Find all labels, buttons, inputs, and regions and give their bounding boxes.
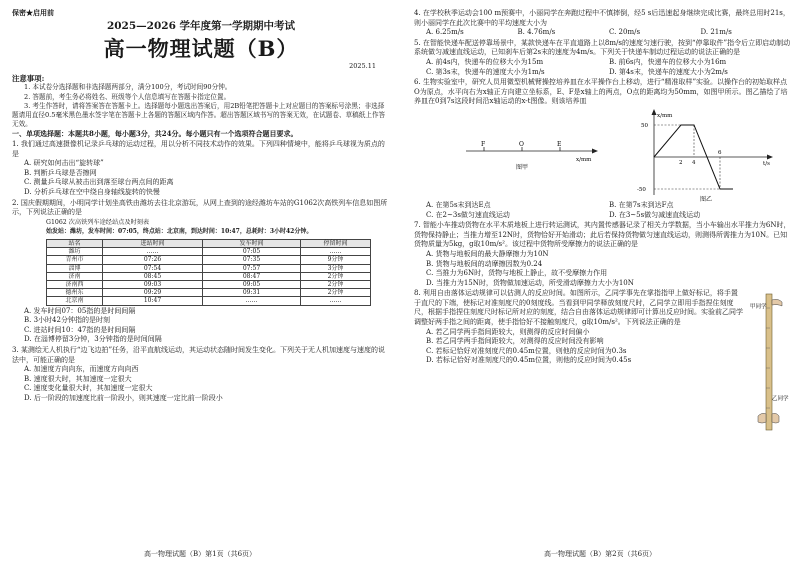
xt-graph-yi	[634, 107, 784, 203]
table-cell: ……	[301, 297, 371, 305]
option: C. 测量乒乓球从被击出到落至球台两点间的距离	[24, 178, 174, 187]
axis-label-y: x/mm	[657, 112, 673, 119]
option: D. 在3~5s做匀减速直线运动	[609, 210, 701, 219]
table-cell: 2分钟	[301, 272, 371, 280]
tick-label: 2	[679, 159, 683, 166]
option: C. 若标记恰好对准刻度尺的0.45m位置，则他的反应时间为0.3s	[426, 346, 627, 355]
option: C. 当推力为6N时，货物与地板上静止，故不受摩擦力作用	[426, 269, 608, 278]
option-row	[414, 58, 792, 68]
option: A. 若乙同学两手指间距较大，则测得的反应时间偏小	[426, 327, 590, 336]
option: C. 进站时间10：47指的是时间间隔	[24, 325, 136, 334]
option: B. 前6s内，快递车的位移大小为16m	[609, 57, 727, 66]
option: A. 6.25m/s	[426, 28, 464, 37]
table-cell: 济南西	[47, 280, 103, 288]
table-row	[47, 289, 371, 297]
table-header: 站名	[47, 239, 103, 247]
table-cell: ……	[103, 248, 203, 256]
label-o: O	[519, 140, 524, 148]
page-footer: 高一物理试题（B）第2页（共6页）	[543, 550, 657, 559]
option: D. 当推力为15N时，货物做加速运动，所受滑动摩擦力大小为10N	[426, 278, 634, 287]
question-5: 5. 在智能快递车配送停靠场景中，某款快递车在平直道路上以8m/s的速度匀速行驶，按到“停靠取件”指令后立即启动制动系统做匀减速直线运动，已知刹车后第2s末的速度为4m/s。下列关于快递车制动过程运动的说法正确的是	[414, 38, 791, 57]
table-row	[47, 264, 371, 272]
option: B. 3小时42分钟指的是时刻	[24, 316, 110, 325]
main-title: 高一物理试题（B）	[103, 36, 299, 62]
option: B. 在第7s末到达F点	[609, 200, 674, 209]
option: A. 货物与地板间的最大静摩擦力为10N	[426, 249, 549, 258]
question-3: 3. 某测绘无人机执行“边飞边拍”任务，沿平直航线运动，其运动状态随时间发生变化。下列关于无人机加速度与速度的说法中，可能正确的是	[12, 345, 386, 364]
option-row	[414, 68, 792, 78]
option: A. 发车时间07：05指的是时间间隔	[24, 306, 136, 315]
figure-area	[414, 107, 792, 203]
tick-label: 50	[641, 122, 648, 129]
ruler-figure	[748, 288, 792, 438]
table-cell: 德州东	[47, 289, 103, 297]
table-header: 进站时间	[103, 239, 203, 247]
table-cell: 07:54	[103, 264, 203, 272]
option: B. 货物与地板间的动摩擦因数为0.24	[426, 259, 543, 268]
notice-item: 3. 考生作答时，请将答案答在答题卡上。选择题每小题选出答案后，用2B铅笔把答题卡上对应题目的答案标号涂黑；非选择题请用直径0.5毫米黑色墨水签字笔在答题卡上各题的答题区域内作答。超出答题区域书写的答案无效，在试题卷、草稿纸上作答无效。	[12, 101, 386, 129]
table-cell: 9分钟	[301, 256, 371, 264]
table-header: 停留时间	[301, 239, 371, 247]
table-cell: 济南	[47, 272, 103, 280]
label-f: F	[481, 140, 486, 148]
option: B. 速度很大时，其加速度一定很大	[24, 374, 132, 383]
page-footer: 高一物理试题（B）第1页（共6页）	[143, 550, 257, 559]
table-cell: 09:31	[203, 289, 301, 297]
axis-label-t: t/s	[763, 160, 770, 167]
notice-item: 1. 本试卷分选择题和非选择题两部分，满分100分，考试时间90分钟。	[24, 83, 232, 92]
option: D. 21m/s	[700, 28, 732, 37]
secret-mark: 保密★启用前	[12, 8, 54, 17]
table-cell: 09:05	[203, 280, 301, 288]
tick-label: -50	[637, 186, 646, 193]
label-yi: 乙同学	[772, 396, 789, 403]
table-cell: 08:47	[203, 272, 301, 280]
option: D. 后一阶段的加速度比前一阶段小，则其速度一定比前一阶段小	[24, 393, 223, 402]
exam-date: 2025.11	[349, 62, 376, 71]
option-row	[414, 28, 792, 38]
table-cell: 08:45	[103, 272, 203, 280]
figure-caption: 图乙	[700, 195, 713, 203]
table-row	[47, 280, 371, 288]
table-cell: 青州市	[47, 256, 103, 264]
train-timetable	[46, 239, 371, 306]
exam-title: 2025—2026 学年度第一学期期中考试	[106, 19, 296, 32]
table-cell: ……	[203, 297, 301, 305]
table-caption: G1062 次高铁列车途经站点及时刻表	[46, 218, 150, 226]
option: B. 判断乒乓球是否擦网	[24, 168, 97, 177]
option: B. 若乙同学两手指间距较大，对测得的反应时间没有影响	[426, 337, 604, 346]
table-cell: 2分钟	[301, 280, 371, 288]
table-cell: 3分钟	[301, 264, 371, 272]
option: A. 研究如何击出“旋转球”	[24, 159, 104, 168]
table-cell: 07:57	[203, 264, 301, 272]
table-cell: 07:35	[203, 256, 301, 264]
table-header: 发车时间	[203, 239, 301, 247]
notice	[12, 83, 390, 129]
label-jia: 甲同学	[750, 304, 767, 311]
option: C. 速度变化量很大时，其加速度一定很大	[24, 384, 153, 393]
question-1: 1. 我们通过高速摄像机记录乒乓球的运动过程，用以分析不同技术动作的效果。下列四种情境中，能将乒乓球视为质点的是	[12, 139, 385, 158]
table-row	[47, 297, 371, 305]
option: D. 第4s末，快递车的速度大小为2m/s	[609, 67, 728, 76]
notice-item: 2. 答题前，考生务必将姓名、班级等个人信息填写在答题卡指定位置。	[24, 92, 231, 101]
option: C. 在2~3s做匀速直线运动	[426, 210, 510, 219]
label-e: E	[557, 140, 562, 148]
question-7: 7. 智能小车推动货物在水平木质地板上进行转运测试，其内置传感器记录了相关力学数据，当小车输出水平推力为6N时，货物保持静止；当推力增至12N时，货物恰好开始滑动；此后若保持货物做匀速直线运动，则测得所需推力为10N。已知货物质量为5kg，g取10m/s²。该过程中货物所受摩擦力的说法正确的是	[414, 221, 791, 249]
train-summary: 始发站：潍坊，发车时间：07:05，终点站：北京南，到达时间：10:47，总耗时：3小时42分钟。	[46, 228, 313, 236]
ruler-drawing	[748, 288, 792, 438]
option: B. 4.76m/s	[517, 28, 556, 37]
option: A. 在第5s末到达E点	[426, 200, 491, 209]
tick-label: 4	[692, 159, 696, 166]
option: A. 加速度方向向东，而速度方向向西	[24, 365, 139, 374]
notice-title: 注意事项:	[12, 73, 45, 83]
question-6: 6. 生物实验室中，研究人员用微型机械臂操控培养皿在水平操作台上移动，进行“精准取样”实验。以操作台的初始取样点O为原点，水平向右为x轴正方向建立坐标系，E、F是x轴上的两点，O点的距离均为50mm，如图甲所示。图乙描绘了培养皿在0到7s这段时间沿x轴运动的x-t图像。则该培养皿	[414, 78, 788, 106]
table-row	[47, 272, 371, 280]
axis-figure-jia	[464, 137, 604, 177]
option: C. 20m/s	[609, 28, 641, 37]
table-cell: ……	[301, 248, 371, 256]
section-heading: 一、单项选择题：本题共8小题，每小题3分，共24分。每小题只有一个选项符合题目要求。	[12, 129, 298, 139]
option-row	[414, 211, 792, 221]
tick-label: 6	[718, 149, 722, 156]
table-cell: 北京南	[47, 297, 103, 305]
table-row	[47, 248, 371, 256]
option: D. 在淄博停留3分钟，3分钟指的是时间间隔	[24, 335, 162, 344]
table-row	[47, 256, 371, 264]
table-cell: 07:05	[203, 248, 301, 256]
question-4: 4. 在学校秋季运动会100 m预赛中，小丽同学在奔跑过程中不慎摔倒，经5 s后迅速起身继续完成比赛，最终总用时21s，则小丽同学在此次比赛中的平均速度大小为	[414, 9, 790, 27]
question-8: 8. 利用自由落体运动规律可以估测人的反应时间。如图所示，乙同学事先在掌指指甲上做好标记，将手置于直尺的下端，使标记对准刻度尺的0刻度线。当看到甲同学释放刻度尺时，乙同学立即用手指捏住刻度尺，根据手指捏住刻度尺时标记所对应的刻度，结合自由落体运动规律即可计算出反应时间。实验前乙同学调整好两手指之间的距离，使手指恰好不接触刻度尺，g取10m/s²。下列说法正确的是	[414, 289, 743, 327]
table-cell: 2分钟	[301, 289, 371, 297]
figure-caption: 图甲	[516, 163, 529, 171]
table-cell: 09:29	[103, 289, 203, 297]
question-2: 2. 国庆假期期间，小明同学计划坐高铁由潍坊去往北京游玩，从网上查到的途经潍坊车站的G1062次高铁列车信息如图所示，下列说法正确的是	[12, 198, 388, 217]
table-cell: 潍坊	[47, 248, 103, 256]
table-cell: 07:26	[103, 256, 203, 264]
option: C. 第3s末，快递车的速度大小为1m/s	[426, 67, 545, 76]
table-cell: 淄博	[47, 264, 103, 272]
table-cell: 10:47	[103, 297, 203, 305]
axis-label-x: x/mm	[576, 156, 592, 163]
option: D. 若标记恰好对准刻度尺的0.45m位置，则他的反应时间为0.45s	[426, 356, 632, 365]
option: D. 分析乒乓球在空中绕自身轴线旋转的快慢	[24, 187, 160, 196]
option: A. 前4s内，快递车的位移大小为15m	[426, 57, 544, 66]
table-cell: 09:03	[103, 280, 203, 288]
page-2	[400, 0, 800, 566]
